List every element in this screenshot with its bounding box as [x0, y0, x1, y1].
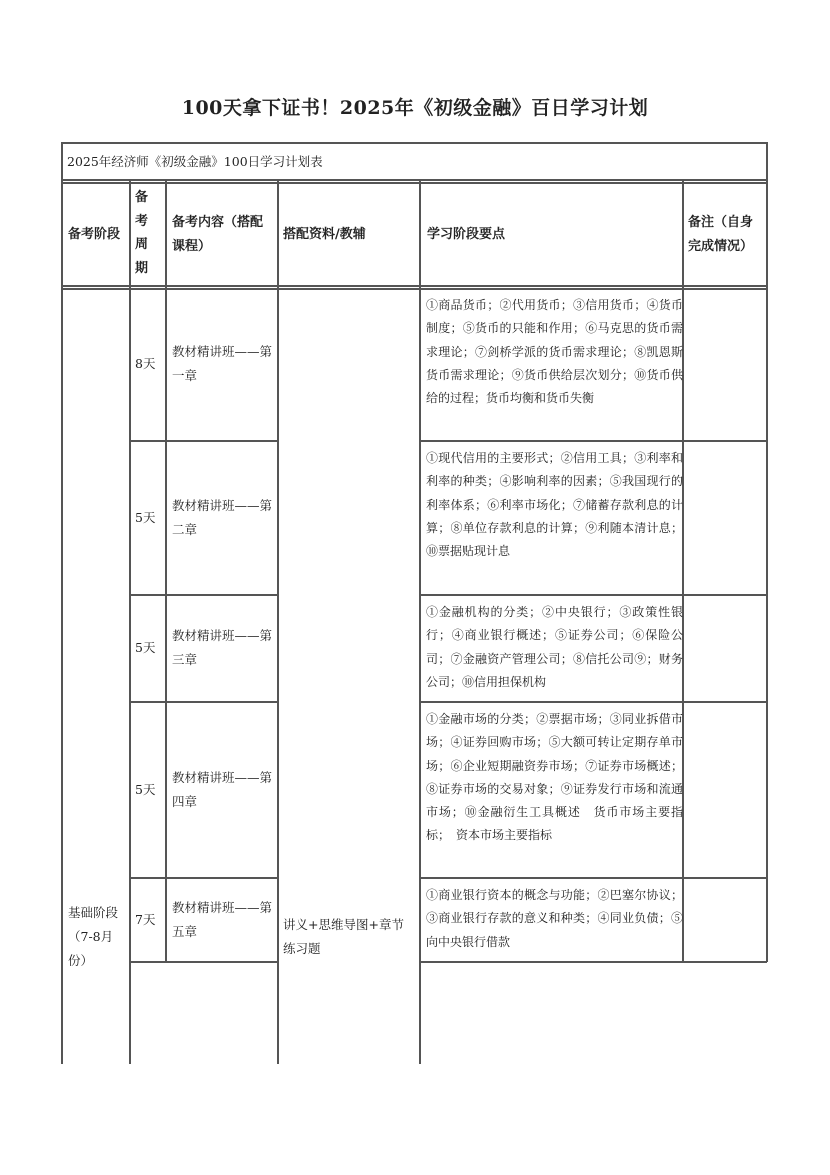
table-border	[129, 180, 131, 1064]
material-cell: 讲义+思维导图+章节练习题	[283, 917, 404, 956]
header-keypoints: 学习阶段要点	[427, 227, 506, 242]
row-keypoints: ①金融市场的分类；②票据市场；③同业拆借市场；④证券回购市场；⑤大额可转让定期存单市场；⑥企业短期融资券市场；⑦证券市场概述；⑧证券市场的交易对象；⑨证券发行市场和流通市场；⑩金融衍生工具概述 货币市场主要指标； 资本市场主要指标	[426, 712, 683, 843]
row-content: 教材精讲班——第二章	[172, 498, 273, 537]
header-remark: 备注（自身完成情况）	[688, 215, 754, 254]
row-period: 7天	[135, 912, 156, 927]
table-border	[61, 179, 767, 181]
table-border	[419, 180, 421, 1064]
row-period: 8天	[135, 356, 156, 371]
table-border	[61, 182, 767, 184]
table-border	[129, 440, 278, 442]
table-border	[277, 180, 279, 1064]
stage-months: （7-8月份）	[68, 929, 114, 968]
table-border	[419, 701, 767, 703]
header-material: 搭配资料/教辅	[283, 227, 366, 242]
header-period: 备考周期	[135, 190, 149, 276]
table-border	[766, 182, 768, 962]
table-border	[129, 701, 278, 703]
table-border	[129, 877, 278, 879]
row-period: 5天	[135, 640, 156, 655]
table-border	[766, 142, 768, 182]
row-period: 5天	[135, 510, 156, 525]
table-border	[419, 877, 767, 879]
table-border	[61, 285, 767, 287]
table-border	[129, 594, 278, 596]
row-content: 教材精讲班——第三章	[172, 628, 273, 667]
table-border	[165, 180, 167, 962]
table-caption: 2025年经济师《初级金融》100日学习计划表	[67, 154, 323, 169]
row-keypoints: ①金融机构的分类；②中央银行；③政策性银行；④商业银行概述；⑤证券公司；⑥保险公司；⑦金融资产管理公司；⑧信托公司⑨；财务公司；⑩信用担保机构	[426, 605, 683, 689]
row-content: 教材精讲班——第一章	[172, 344, 273, 383]
header-stage: 备考阶段	[68, 227, 121, 242]
table-border	[61, 142, 63, 1064]
table-border	[419, 440, 767, 442]
table-border	[61, 142, 767, 144]
header-content: 备考内容（搭配课程）	[172, 215, 264, 254]
table-border	[419, 961, 767, 963]
stage-name: 基础阶段	[68, 905, 119, 920]
row-keypoints: ①现代信用的主要形式；②信用工具；③利率和利率的种类；④影响利率的因素；⑤我国现行的利率体系；⑥利率市场化；⑦储蓄存款利息的计算；⑧单位存款利息的计算；⑨利随本清计息；⑩票据贴现计息	[426, 451, 683, 559]
row-keypoints: ①商品货币；②代用货币；③信用货币；④货币制度；⑤货币的只能和作用；⑥马克思的货币需求理论；⑦剑桥学派的货币需求理论；⑧凯恩斯货币需求理论；⑨货币供给层次划分；⑩货币供给的过程；货币均衡和货币失衡	[426, 298, 683, 406]
row-content: 教材精讲班——第五章	[172, 900, 273, 939]
table-border	[129, 961, 278, 963]
table-border	[61, 288, 767, 290]
table-border	[419, 594, 767, 596]
row-content: 教材精讲班——第四章	[172, 770, 273, 809]
page-title: 100天拿下证书！2025年《初级金融》百日学习计划	[181, 97, 649, 119]
row-period: 5天	[135, 782, 156, 797]
row-keypoints: ①商业银行资本的概念与功能；②巴塞尔协议；③商业银行存款的意义和种类；④同业负债；⑤向中央银行借款	[426, 888, 683, 949]
